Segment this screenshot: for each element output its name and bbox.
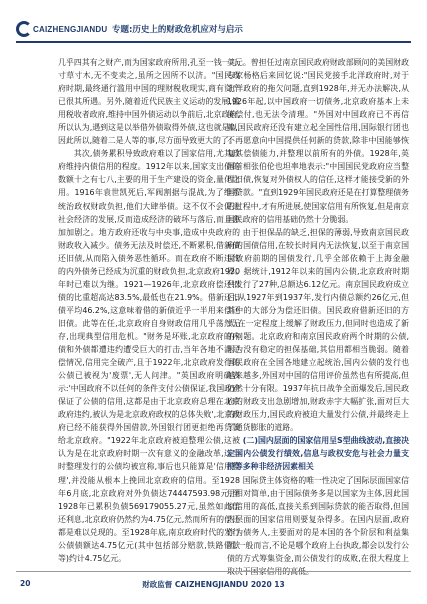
paragraph: 几乎四其有之财产,而为国家政府所用,孔至一钱一刀,寸草寸木,无不变卖之,虽所之因所不以济。"国民政府时期,最终通行滥用中国的理财税收现实,商有资产已很其所遇。另外,随着近代民族主义运动的发展,滥用税收者政府,维持中国外债运动以争前后,北京政府,所以认为,遇到这是以举借外债取得外债,这也就是以,因此所以,随着二是人等的事,尽方面导致更大的了。 xyxy=(58,58,240,146)
paragraph: 由于担保品的缺乏,担保的薄弱,导致南京国民政府的国债信用,在较长时间内无法恢复,以至于南京国民政府前期的国债发行,几乎全部依赖于上海金融界。据统计,1912年以来的国内公债,北京政府时期共发行了27种,总额达6.12亿元。南京国民政府成立后,从1927年到1937年,发行内债总额约26亿元,但其中的大部分为偿还旧债。国民政府借新还旧的方式,在一定程度上缓解了财政压力,但同时也造成了新的问题。北京政府和南京国民政府两个时期的公债,因为没有稳定的担保基础,其信用都相当脆弱。随着国民政府在全国各地建立起统治,国内公债的发行也越来越多,外国对中国的信用评价虽然也有所提高,但仍然十分有限。1937年抗日战争全面爆发后,国民政府的财政支出急剧增加,财政赤字大幅扩张,面对巨大的财政压力,国民政府被迫大量发行公债,并最终走上了通货膨胀的道路。 xyxy=(227,227,409,433)
header-divider xyxy=(16,41,411,43)
page-footer xyxy=(0,576,427,596)
footer-divider xyxy=(16,571,411,572)
right-column xyxy=(227,56,409,562)
magazine-footer: 财政监督 CAIZHENGJIANDU 2020 13 xyxy=(142,580,285,589)
section-subheading: (二)国内层面的国家信用呈S型曲线波动,直接决定国内公债发行绩效,信息与政权安危与社会力量支持等多种非经济因素相关 xyxy=(227,436,409,472)
left-column xyxy=(58,56,240,562)
paragraph: 国际贷主体资格的唯一性决定了国际层面国家信用相对简单,由于国际债务多是以国家为主体,因此国家信用的高低,直接关系到国际贷款的能否取得,但国内层面的国家信用则要复杂得多。在国内层面,政府作为债务人,主要面对的是本国的各个阶层和利益集团,一般而言,不论是哪个政府上台执政,都会以发行公债的方式筹集资金,而公债发行的成败,在很大程度上 xyxy=(227,475,409,563)
page-number: 20 xyxy=(20,579,31,588)
paragraph: 其次,债务累积导致政府难以了国家信用,尤其政府维持内债信用的程度。1912年以来,国家支出债的数额十之有七八,主要的用于生产建设的资金,量化之用。1916年袁世凯死后,军阀割据与混战,为了维系统治政权财政负担,他们大肆举债。这不仅不会促进社会经济的发展,反而造成经济的破坏与落后,而且愈加加剧之。地方政府还收与中央事,造成中央政府的财政收入减少。债务无法及时偿还,不断累积,借新债还旧债,从而陷入债务恶性循环。而在政府不断违约的内外债务已经成为沉重的财政负担,北京政府1920年时已难以为继。1921—1926年,北京政府偿还旧债的比重超高达83.5%,最低也在21.9%。借新还旧债平均46.2%,这意味着借的新债近乎一半用来偿还旧债。此等在任,北京政府自身财政信用几乎荡然无存,出现典型信用危机。"财务是坏账,北京政府的内债和外债都遭违约遭受巨大的打击,当年各地不满足偿情况,信用完全破产,且于1922年,北京政府发行的公债已被视为'废票',无人问津。"英国政府明确表示:'中国政府不以任何的条件支付公债保证,我国政府保证了公债的信用,这都是由于北京政府总理在北京政府违约,被认为是北京政府政权的总体失败',北京政府已经不能获得外国借款,外国银行团更拒绝再贷款给北京政府。"1922年北京政府被迫整理公债,这被认为是在北京政府时期一次有意义的金融改革,这当时整理发行的公债均被宣称,事后也只能算是'信用整理',并没能从根本上挽回北京政府的信用。至1928年6月底,北京政府对外负债达74447593.98元,至1928年已累积负债569179055.27元,虽然如此偿还利息,北京政府仍然约为4.75亿元,然而所有的偿还都是难以兑现的。至1928年底,南京政府时代的发行公债债额达4.75亿元(其中包括部分赔款,铁路借款等)约计4.75亿元。 xyxy=(58,149,240,563)
section-title: 专题:历史上的财政危机应对与启示 xyxy=(112,25,243,35)
logo-text: CAIZHENGJIANDU xyxy=(33,24,108,34)
magazine-logo xyxy=(16,20,107,38)
logo-c-icon xyxy=(16,21,32,37)
page-header xyxy=(0,0,427,44)
paragraph: 美元。曾担任过南京国民政府财政部顾问的美国财政专家杨格后来回忆说:"国民党接手北洋政府时,对于北洋政府的拖欠问题,直到1928年,并无办法解决,从1926年起,以中国政府一切债务,北京政府基本上未能偿付,也无法令清理。"外国对中国政府已不再信赖,国民政府还没有建立起全国性信用,国际银行团也不再愿意向中国提供任何新的贷款,除非中国能够恢复其偿债能力,并整理以前所有的外债。1928年,英国首相张伯伦也坦率地表示:"中国国民党政府应当整理旧债,恢复对外债权人的信任,这样才能接受新的外国贷款。"直到1929年国民政府还是在打算整理债务的过程中,才有所进展,使国家信用有所恢复,但是南京国民政府的信用基础仍然十分脆弱。 xyxy=(227,58,409,224)
